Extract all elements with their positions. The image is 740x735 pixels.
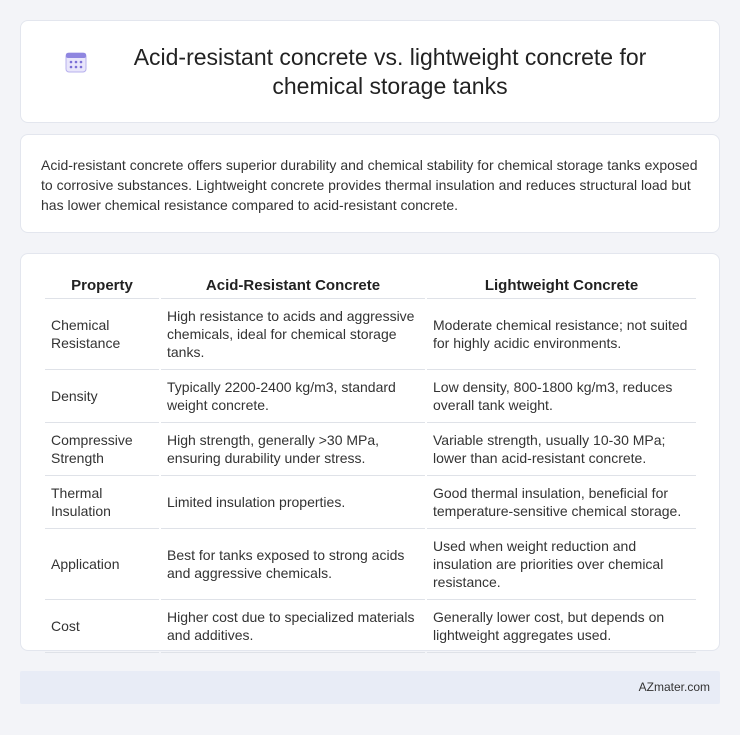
table-row: [45, 299, 696, 370]
cell-property: Density: [45, 370, 159, 423]
cell-lightweight: Used when weight reduction and insulation are priorities over chemical resistance.: [427, 529, 696, 600]
comparison-table-card: [20, 253, 720, 651]
cell-lightweight: Good thermal insulation, beneficial for temperature-sensitive chemical storage.: [427, 476, 696, 529]
cell-acid-resistant: High resistance to acids and aggressive chemicals, ideal for chemical storage tanks.: [161, 299, 425, 370]
cell-lightweight: Generally lower cost, but depends on lightweight aggregates used.: [427, 600, 696, 653]
cell-lightweight: Variable strength, usually 10-30 MPa; lower than acid-resistant concrete.: [427, 423, 696, 476]
cell-property: Compressive Strength: [45, 423, 159, 476]
cell-acid-resistant: Typically 2200-2400 kg/m3, standard weight concrete.: [161, 370, 425, 423]
page-title: Acid-resistant concrete vs. lightweight concrete for chemical storage tanks: [133, 43, 647, 99]
table-row: [45, 370, 696, 423]
cell-property: Application: [45, 529, 159, 600]
header-lightweight: Lightweight Concrete: [427, 275, 696, 299]
header-acid-resistant: Acid-Resistant Concrete: [161, 275, 425, 299]
cell-property: Thermal Insulation: [45, 476, 159, 529]
footer-brand: AZmater.com: [638, 680, 710, 694]
footer-bar: [20, 671, 720, 704]
table-row: [45, 529, 696, 600]
summary-text: Acid-resistant concrete offers superior durability and chemical stability for chemical storage tanks exposed to corrosive substances. Lightweight concrete provides thermal insulation and reduces structural load but has lower chemical resistance compared to acid-resistant concrete.: [41, 157, 698, 213]
title-card: [20, 20, 720, 123]
cell-acid-resistant: High strength, generally >30 MPa, ensuring durability under stress.: [161, 423, 425, 476]
table-row: [45, 423, 696, 476]
cell-lightweight: Low density, 800-1800 kg/m3, reduces overall tank weight.: [427, 370, 696, 423]
cell-property: Chemical Resistance: [45, 299, 159, 370]
header-property: Property: [45, 275, 159, 299]
cell-property: Cost: [45, 600, 159, 653]
table-row: [45, 476, 696, 529]
cell-lightweight: Moderate chemical resistance; not suited for highly acidic environments.: [427, 299, 696, 370]
calendar-grid-icon: [64, 50, 88, 74]
summary-card: [20, 134, 720, 233]
cell-acid-resistant: Best for tanks exposed to strong acids and aggressive chemicals.: [161, 529, 425, 600]
cell-acid-resistant: Higher cost due to specialized materials and additives.: [161, 600, 425, 653]
table-header-row: [45, 275, 696, 299]
table-row: [45, 600, 696, 653]
title-wrap: [21, 21, 719, 122]
comparison-table: [43, 275, 698, 653]
cell-acid-resistant: Limited insulation properties.: [161, 476, 425, 529]
